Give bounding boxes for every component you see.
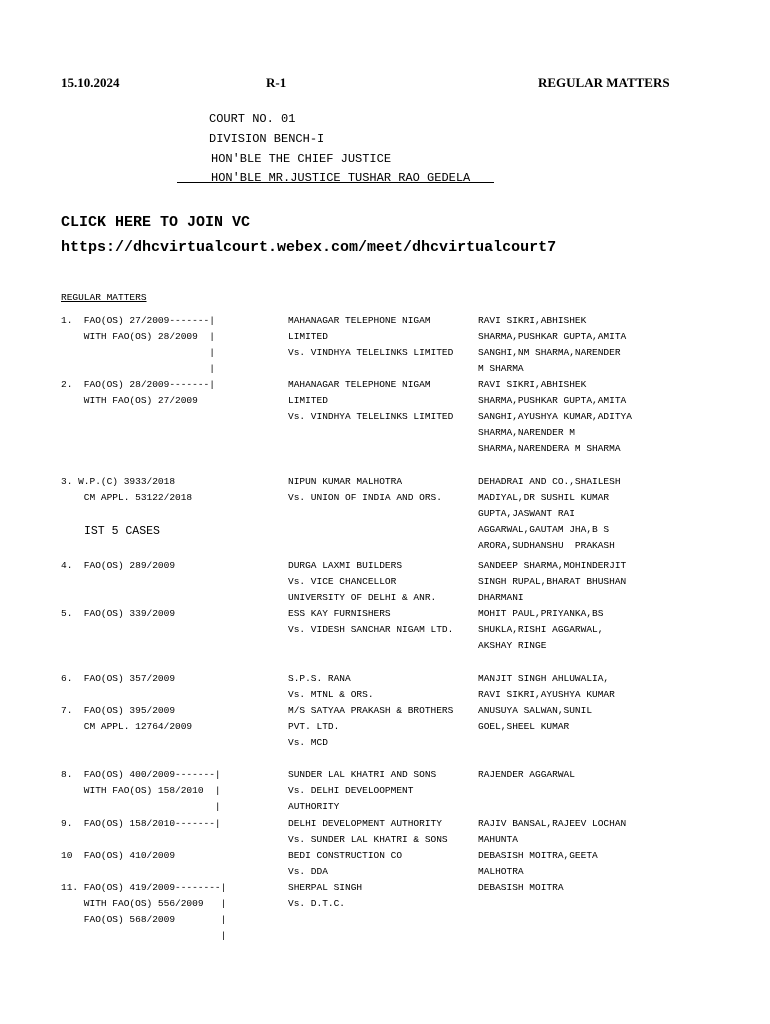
case-advocates-1: RAVI SIKRI,ABHISHEK SHARMA,PUSHKAR GUPTA,AMITA SANGHI,NM SHARMA,NARENDER M SHARMA bbox=[478, 315, 627, 375]
case-parties-5: ESS KAY FURNISHERS Vs. VIDESH SANCHAR NIGAM LTD. bbox=[288, 608, 454, 636]
case-advocates-4: SANDEEP SHARMA,MOHINDERJIT SINGH RUPAL,BHARAT BHUSHAN DHARMANI bbox=[478, 560, 627, 604]
bench-name: DIVISION BENCH-I bbox=[209, 132, 325, 146]
case-parties-2: MAHANAGAR TELEPHONE NIGAM LIMITED Vs. VINDHYA TELELINKS LIMITED bbox=[288, 379, 454, 423]
case-advocates-6: MANJIT SINGH AHLUWALIA, RAVI SIKRI,AYUSHYA KUMAR bbox=[478, 673, 615, 701]
case-number-5: 5. FAO(OS) 339/2009 bbox=[61, 608, 176, 619]
case-advocates-10: DEBASISH MOITRA,GEETA MALHOTRA bbox=[478, 850, 598, 878]
list-code: R-1 bbox=[266, 75, 287, 90]
list-type: REGULAR MATTERS bbox=[538, 75, 670, 90]
case-parties-8: SUNDER LAL KHATRI AND SONS Vs. DELHI DEVELOOPMENT AUTHORITY bbox=[288, 769, 437, 813]
vc-label: CLICK HERE TO JOIN VC bbox=[61, 214, 251, 231]
case-number-2: 2. FAO(OS) 28/2009-------| WITH FAO(OS) 27/2009 bbox=[61, 379, 215, 407]
court-number: COURT NO. 01 bbox=[209, 112, 296, 126]
case-number-11: 11. FAO(OS) 419/2009--------| WITH FAO(OS) 556/2009 | FAO(OS) 568/2009 | | bbox=[61, 882, 227, 942]
case-number-7: 7. FAO(OS) 395/2009 CM APPL. 12764/2009 bbox=[61, 705, 193, 733]
case-parties-4: DURGA LAXMI BUILDERS Vs. VICE CHANCELLOR UNIVERSITY OF DELHI & ANR. bbox=[288, 560, 437, 604]
vc-link[interactable]: https://dhcvirtualcourt.webex.com/meet/dhcvirtualcourt7 bbox=[61, 239, 557, 256]
case-number-4: 4. FAO(OS) 289/2009 bbox=[61, 560, 176, 571]
section-title: REGULAR MATTERS bbox=[61, 292, 147, 303]
case-advocates-11: DEBASISH MOITRA bbox=[478, 882, 564, 893]
case-parties-9: DELHI DEVELOPMENT AUTHORITY Vs. SUNDER LAL KHATRI & SONS bbox=[288, 818, 448, 846]
case-number-10: 10 FAO(OS) 410/2009 bbox=[61, 850, 176, 861]
case-number-9: 9. FAO(OS) 158/2010-------| bbox=[61, 818, 221, 829]
list-date: 15.10.2024 bbox=[61, 75, 120, 90]
case-parties-6: S.P.S. RANA Vs. MTNL & ORS. bbox=[288, 673, 374, 701]
first-five-cases-caption: IST 5 CASES bbox=[84, 525, 160, 538]
judge-2: HON'BLE MR.JUSTICE TUSHAR RAO GEDELA bbox=[211, 171, 471, 185]
case-advocates-3: DEHADRAI AND CO.,SHAILESH MADIYAL,DR SUSHIL KUMAR GUPTA,JASWANT RAI AGGARWAL,GAUTAM JHA,B S ARORA,SUDHANSHU PRAKASH bbox=[478, 476, 621, 552]
case-advocates-8: RAJENDER AGGARWAL bbox=[478, 769, 575, 780]
case-parties-1: MAHANAGAR TELEPHONE NIGAM LIMITED Vs. VINDHYA TELELINKS LIMITED bbox=[288, 315, 454, 359]
case-advocates-2: RAVI SIKRI,ABHISHEK SHARMA,PUSHKAR GUPTA,AMITA SANGHI,AYUSHYA KUMAR,ADITYA SHARMA,NARENDER M SHARMA,NARENDERA M SHARMA bbox=[478, 379, 632, 455]
case-number-3: 3. W.P.(C) 3933/2018 CM APPL. 53122/2018 bbox=[61, 476, 193, 504]
judge-1: HON'BLE THE CHIEF JUSTICE bbox=[211, 152, 392, 166]
case-parties-11: SHERPAL SINGH Vs. D.T.C. bbox=[288, 882, 363, 910]
case-parties-7: M/S SATYAA PRAKASH & BROTHERS PVT. LTD. Vs. MCD bbox=[288, 705, 454, 749]
case-number-6: 6. FAO(OS) 357/2009 bbox=[61, 673, 176, 684]
case-number-8: 8. FAO(OS) 400/2009-------| WITH FAO(OS) 158/2010 | | bbox=[61, 769, 221, 813]
case-number-1: 1. FAO(OS) 27/2009-------| WITH FAO(OS) 28/2009 | | | bbox=[61, 315, 215, 375]
bench-underline bbox=[177, 182, 494, 183]
case-advocates-9: RAJIV BANSAL,RAJEEV LOCHAN MAHUNTA bbox=[478, 818, 627, 846]
case-advocates-5: MOHIT PAUL,PRIYANKA,BS SHUKLA,RISHI AGGARWAL, AKSHAY RINGE bbox=[478, 608, 604, 652]
case-parties-3: NIPUN KUMAR MALHOTRA Vs. UNION OF INDIA AND ORS. bbox=[288, 476, 442, 504]
case-advocates-7: ANUSUYA SALWAN,SUNIL GOEL,SHEEL KUMAR bbox=[478, 705, 593, 733]
case-parties-10: BEDI CONSTRUCTION CO Vs. DDA bbox=[288, 850, 403, 878]
